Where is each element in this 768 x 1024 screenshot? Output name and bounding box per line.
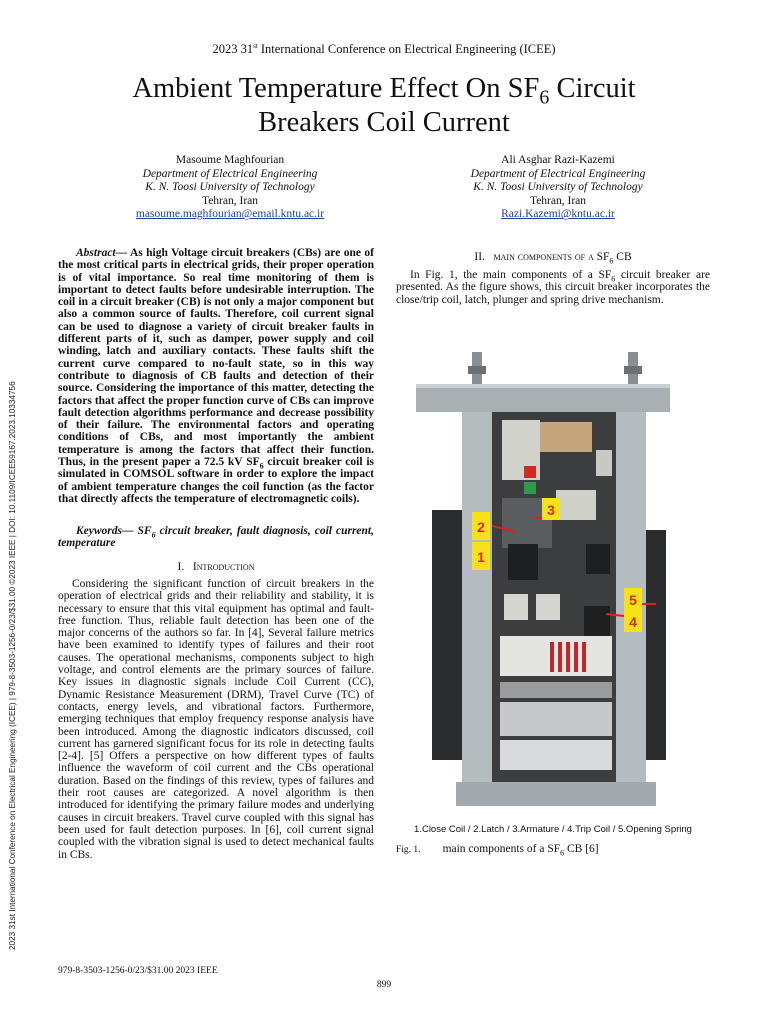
keywords-paragraph: Keywords— $SF_6$ circuit breaker, fault diagnosis, coil current, temperature	[58, 525, 375, 550]
figure-caption: Fig. 1. main components of a $SF_6$ CB [6]	[396, 843, 599, 858]
svg-text:4: 4	[629, 614, 637, 630]
section-heading-components: II. main components of a $SF_6$ CB	[474, 251, 632, 266]
author-block-2	[408, 154, 708, 222]
conference-header: 2023 31st International Conference on Electrical Engineering (ICEE)	[212, 41, 556, 56]
figure-label-4	[624, 610, 642, 632]
author-university: K. N. Toosi University of Technology	[145, 181, 315, 194]
figure-label-1	[472, 542, 490, 570]
author-city: Tehran, Iran	[529, 194, 587, 207]
paper-title: Ambient Temperature Effect On $SF_6$ Circuit Breakers Coil Current	[132, 73, 636, 138]
author-name: Masoume Maghfourian	[175, 154, 285, 166]
components-paragraph: In Fig. 1, the main components of a $SF_6$ circuit breaker are presented. As the figure shows, this circuit breaker incorporates the close/trip coil, latch, plunger and spring drive mechanism.	[396, 269, 711, 306]
figure-label-2	[472, 512, 490, 540]
footer-isbn: 979-8-3503-1256-0/23/$31.00 2023 IEEE	[58, 966, 218, 976]
author-university: K. N. Toosi University of Technology	[473, 181, 643, 194]
section-heading-introduction: I. Introduction	[177, 561, 255, 573]
svg-text:3: 3	[547, 502, 555, 518]
figure-label-5	[624, 588, 642, 610]
author-email-link[interactable]: masoume.maghfourian@email.kntu.ac.ir	[135, 208, 325, 221]
page-number: 899	[376, 980, 392, 990]
author-email-link[interactable]: Razi.Kazemi@kntu.ac.ir	[501, 208, 615, 221]
svg-text:2: 2	[477, 519, 485, 535]
introduction-paragraph: Considering the significant function of circuit breakers in the operation of electrical grids and their reliability and stability, it is necessary to ensure that this vital equipment has optimal and fault-free function. Thus, reliable fault detection has been one of the major concerns of the authors so far. In [4], Several failure metrics have been examined to identify types of failures and their root causes. The operational mechanisms, components subject to high voltage, and control elements are the primary sources of failure. Key issues in diagnostic signals include Coil Current (CC), Dynamic Resistance Measurement (DRM), Travel Curve (TC) of contacts, energy levels, and vibrational factors. Furthermore, emerging techniques that employ frequency response analysis have been introduced. Among the diagnostic indicators discussed, coil current has garnered significant focus for its role in detecting faults [2-4]. [5] Offers a perspective on how different types of faults influence the waveform of coil current and the CBs operational duration. Based on the findings of this review, types of failures and their root causes are categorized. A novel algorithm is then introduced for identifying the primary failure modes and underlying causes in circuit breakers. Travel curve coupled with this signal has been used for fault detection purposes. In [6], coil current signal coupled with the vibration signal is used to detect mechanical faults in CBs.	[58, 578, 374, 861]
author-city: Tehran, Iran	[201, 194, 259, 207]
doi-sidebar: 2023 31st International Conference on Electrical Engineering (ICEE) | 979-8-3503-1256-0/23/$31.00 ©2023 IEEE | DOI: 10.1109/ICEE59167.2023.10334756	[8, 381, 17, 950]
author-block-1	[80, 154, 380, 222]
abstract-paragraph: Abstract— As high Voltage circuit breakers (CBs) are one of the most critical parts in electrical grids, their proper operation is of vital importance. So real time monitoring of them is important to detect faults before undesirable interruption. The coil in a circuit breaker (CB) is not only a major component but also a common source of faults. Therefore, coil current signal can be used to diagnose a variety of circuit breaker faults in different parts of it, such as damper, power supply and coil winding, latch and auxiliary contacts. These faults shift the current curve compared to no-fault state, so in this way contribute to diagnosis of CB faults and detection of their source. Considering the importance of this matter, detecting the factors that affect the proper function curve of CBs can improve fault detection algorithms performance and decrease possibility of their failure. The environmental factors and operating conditions of CBs, and most importantly the ambient temperature is among the factors that affect their function. Thus, in the present paper a 72.5 kV $SF_6$ circuit breaker coil is simulated in COMSOL software in order to explore the impact of ambient temperature changes the coil function (as the factor that directly affects the temperature of electromagnetic coils).	[58, 247, 374, 505]
author-name: Ali Asghar Razi-Kazemi	[501, 154, 615, 166]
svg-text:5: 5	[629, 592, 637, 608]
svg-text:1: 1	[477, 549, 485, 565]
figure-legend: 1.Close Coil / 2.Latch / 3.Armature / 4.Trip Coil / 5.Opening Spring	[414, 824, 692, 835]
circuit-breaker-photo	[416, 330, 670, 810]
author-dept: Department of Electrical Engineering	[142, 167, 318, 180]
figure-label-3	[542, 498, 560, 520]
author-dept: Department of Electrical Engineering	[470, 167, 646, 180]
